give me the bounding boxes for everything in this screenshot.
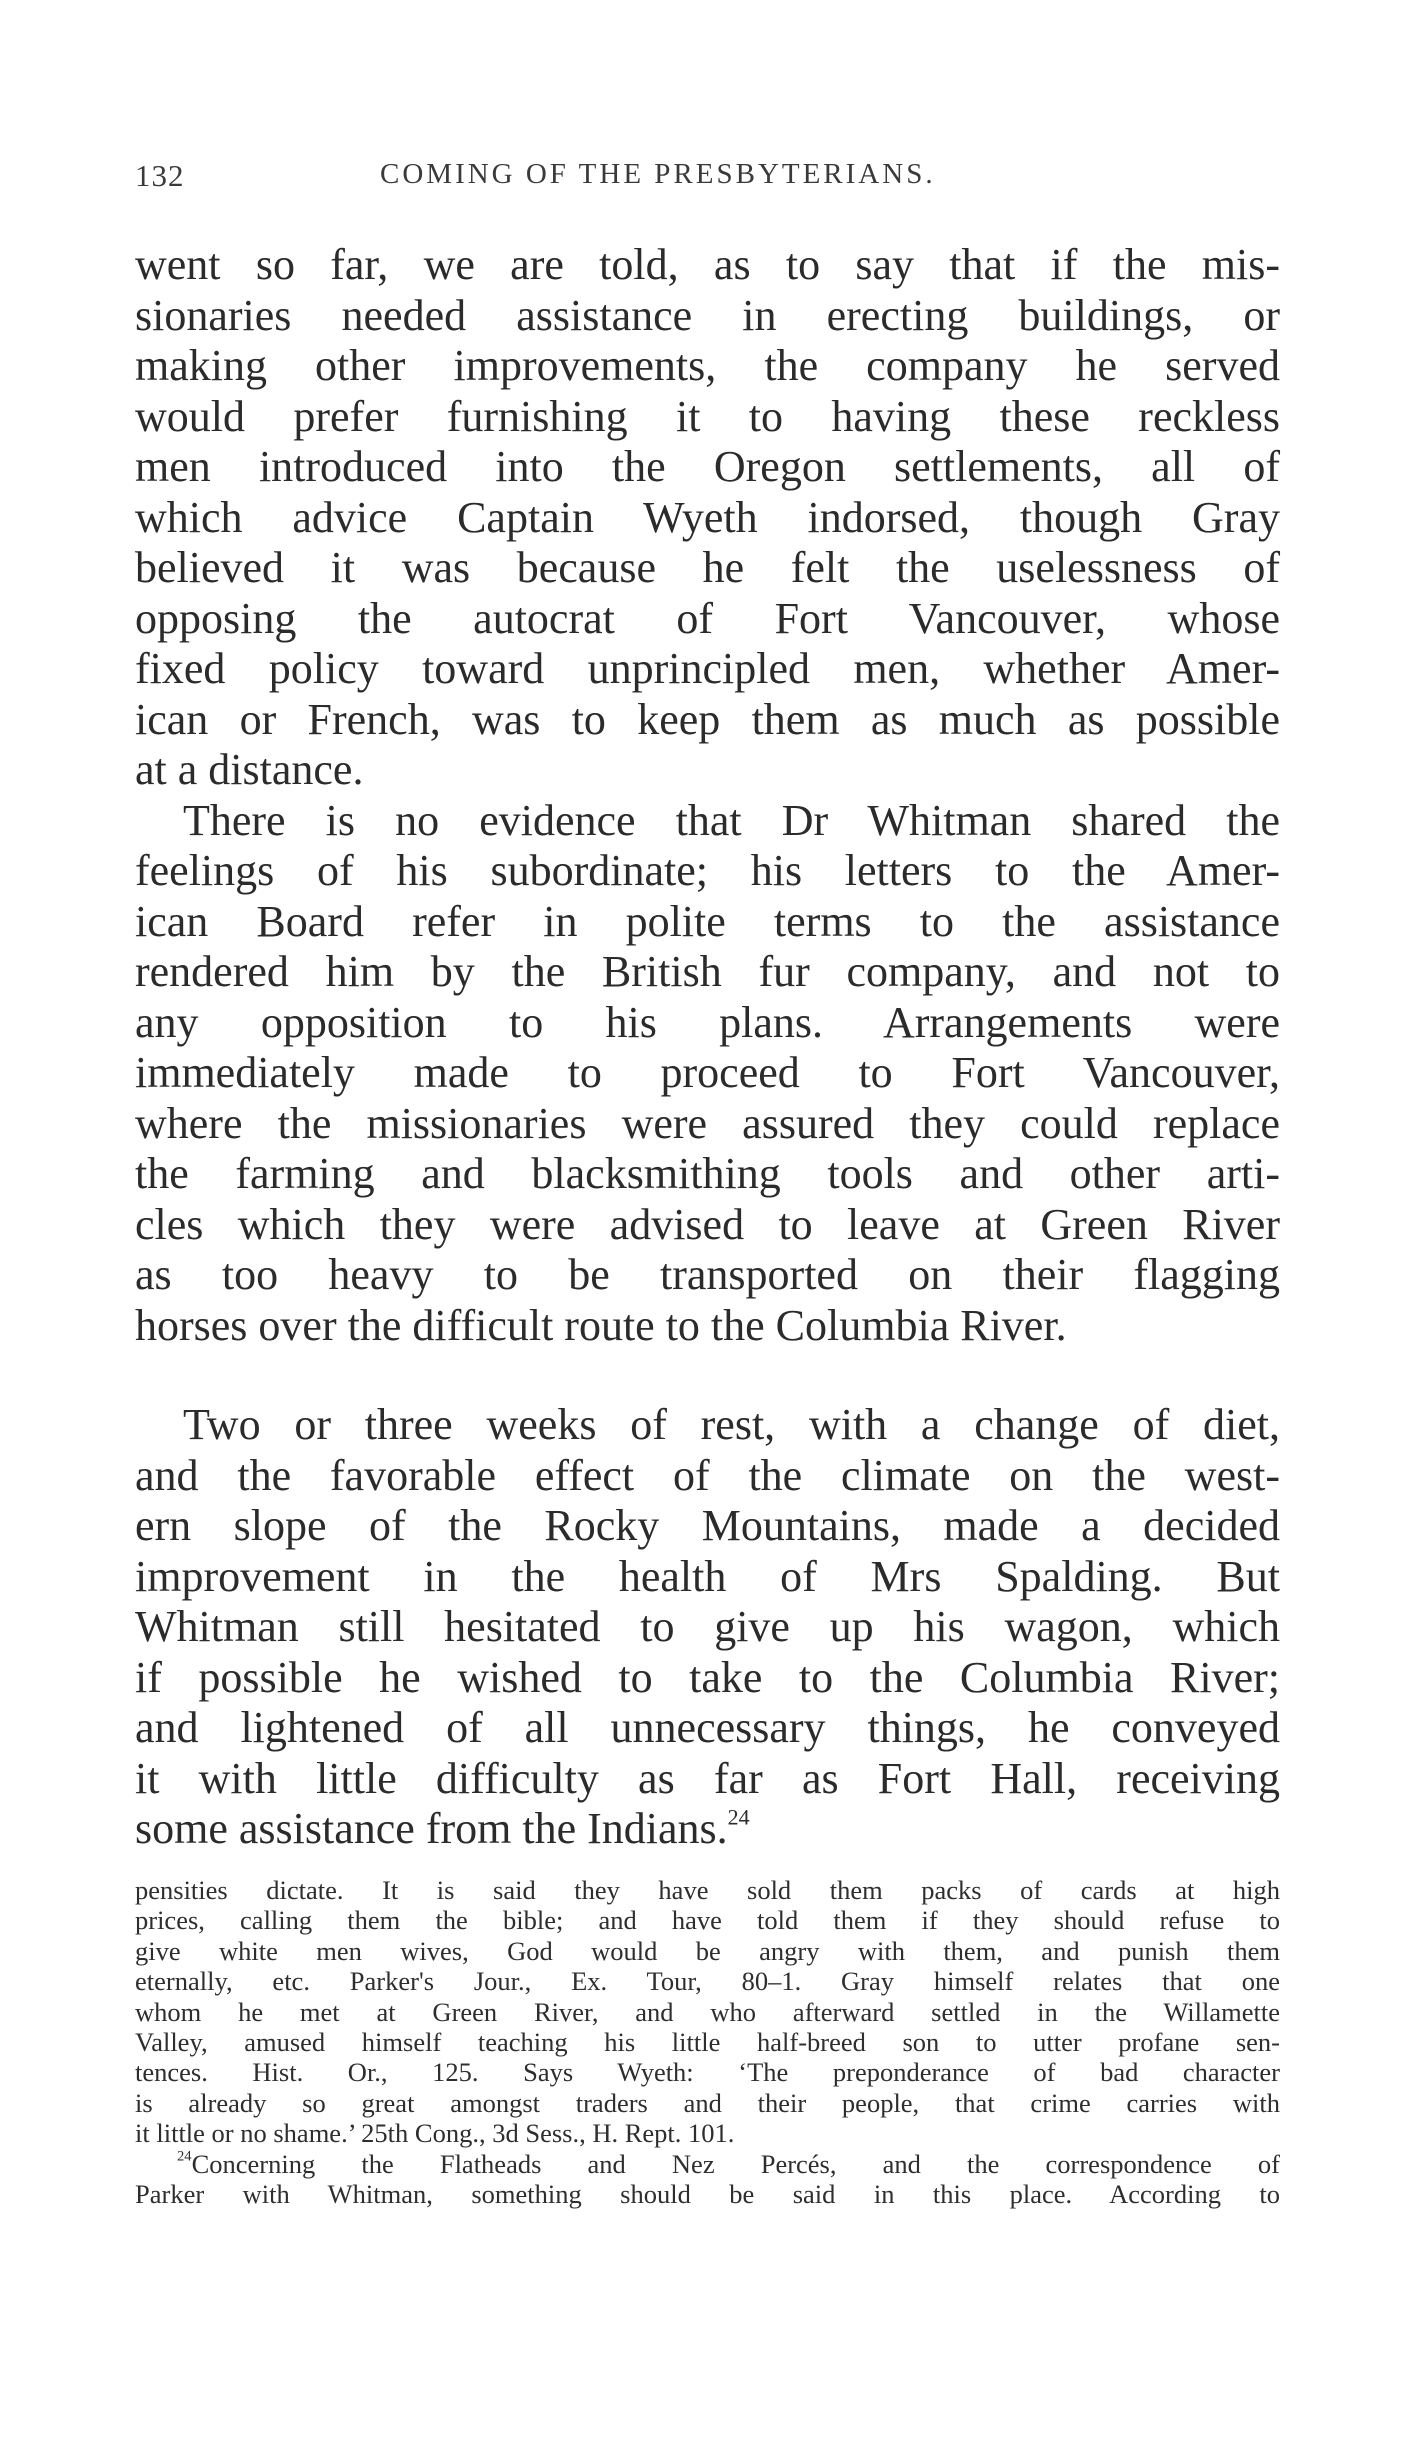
footnote-line: Parker with Whitman, something should be said in this place. According to xyxy=(135,2178,1280,2209)
text-line: sionaries needed assistance in erecting buildings, or xyxy=(135,290,1280,340)
text-line: any opposition to his plans. Arrangements were xyxy=(135,997,1280,1047)
text-line: There is no evidence that Dr Whitman shared the xyxy=(183,795,1280,845)
text-line: opposing the autocrat of Fort Vancouver, whose xyxy=(135,593,1280,643)
text-line: it with little difficulty as far as Fort Hall, receiving xyxy=(135,1753,1280,1803)
text-line: rendered him by the British fur company, and not to xyxy=(135,947,1280,996)
text-line: as too heavy to be transported on their flagging xyxy=(135,1250,1280,1299)
footnote-line: tences. Hist. Or., 125. Says Wyeth: ‘The preponderance of bad character xyxy=(135,2057,1280,2088)
text-line: ican Board refer in polite terms to the assistance xyxy=(135,896,1280,946)
footnote-line: pensities dictate. It is said they have sold them packs of cards at high xyxy=(135,1875,1280,1905)
text-line: horses over the difficult route to the Columbia River. xyxy=(135,1300,1067,1350)
text-line: men introduced into the Oregon settlements, all of xyxy=(135,442,1280,491)
text-line: improvement in the health of Mrs Spalding. But xyxy=(135,1551,1280,1601)
running-title: COMING OF THE PRESBYTERIANS. xyxy=(380,158,936,190)
text-line: where the missionaries were assured they could replace xyxy=(135,1098,1280,1148)
text-line: the farming and blacksmithing tools and other arti- xyxy=(135,1149,1280,1198)
text-line: making other improvements, the company he served xyxy=(135,341,1280,390)
running-head xyxy=(135,158,1280,198)
text-line: and lightened of all unnecessary things, he conveyed xyxy=(135,1703,1280,1752)
footnote-line: prices, calling them the bible; and have told them if they should refuse to xyxy=(135,1905,1280,1936)
text-line: believed it was because he felt the uselessness of xyxy=(135,543,1280,592)
main-text-lower xyxy=(135,1400,1280,1855)
footnote-line: is already so great amongst traders and their people, that crime carries with xyxy=(135,2087,1280,2118)
footnote-line: Concerning the Flatheads and Nez Percés, and the correspondence of xyxy=(191,2148,1280,2179)
text-line: at a distance. xyxy=(135,745,364,794)
text-line: went so far, we are told, as to say that if the mis- xyxy=(135,240,1280,289)
footnote-reference: 24 xyxy=(727,1804,750,1830)
footnote-line: Valley, amused himself teaching his little half-breed son to utter profane sen- xyxy=(135,2026,1280,2057)
text-line: would prefer furnishing it to having these reckless xyxy=(135,391,1280,441)
text-line: feelings of his subordinate; his letters to the Amer- xyxy=(135,846,1280,895)
paragraph-3 xyxy=(135,1400,1280,1855)
text-line: fixed policy toward unprincipled men, whether Amer- xyxy=(135,644,1280,693)
page-number: 132 xyxy=(135,158,185,193)
footnote-line: eternally, etc. Parker's Jour., Ex. Tour, 80–1. Gray himself relates that one xyxy=(135,1966,1280,1997)
text-line: immediately made to proceed to Fort Vancouver, xyxy=(135,1048,1280,1097)
text-line: ern slope of the Rocky Mountains, made a decided xyxy=(135,1501,1280,1550)
footnote-line: give white men wives, God would be angry with them, and punish them xyxy=(135,1935,1280,1966)
text-line: ican or French, was to keep them as much as possible xyxy=(135,694,1280,744)
text-line: Two or three weeks of rest, with a change of diet, xyxy=(183,1400,1280,1449)
footnotes xyxy=(135,1875,1280,2209)
footnote-line: whom he met at Green River, and who afterward settled in the Willamette xyxy=(135,1996,1280,2027)
text-line: which advice Captain Wyeth indorsed, though Gray xyxy=(135,492,1280,542)
text-line: cles which they were advised to leave at Green River xyxy=(135,1199,1280,1249)
footnote-number: 24 xyxy=(177,2148,192,2165)
text-line-with-footnote xyxy=(135,1804,1280,1855)
text-line: Whitman still hesitated to give up his wagon, which xyxy=(135,1602,1280,1651)
text-line: some assistance from the Indians. xyxy=(135,1804,728,1853)
text-line: and the favorable effect of the climate on the west- xyxy=(135,1450,1280,1500)
footnote-line: it little or no shame.’ 25th Cong., 3d Sess., H. Rept. 101. xyxy=(135,2118,735,2149)
paragraph-2 xyxy=(135,796,1280,1352)
footnote-24-first-line xyxy=(135,2149,1280,2179)
text-line: if possible he wished to take to the Columbia River; xyxy=(135,1652,1280,1702)
paragraph-1 xyxy=(135,240,1280,796)
main-text-upper xyxy=(135,240,1280,1351)
